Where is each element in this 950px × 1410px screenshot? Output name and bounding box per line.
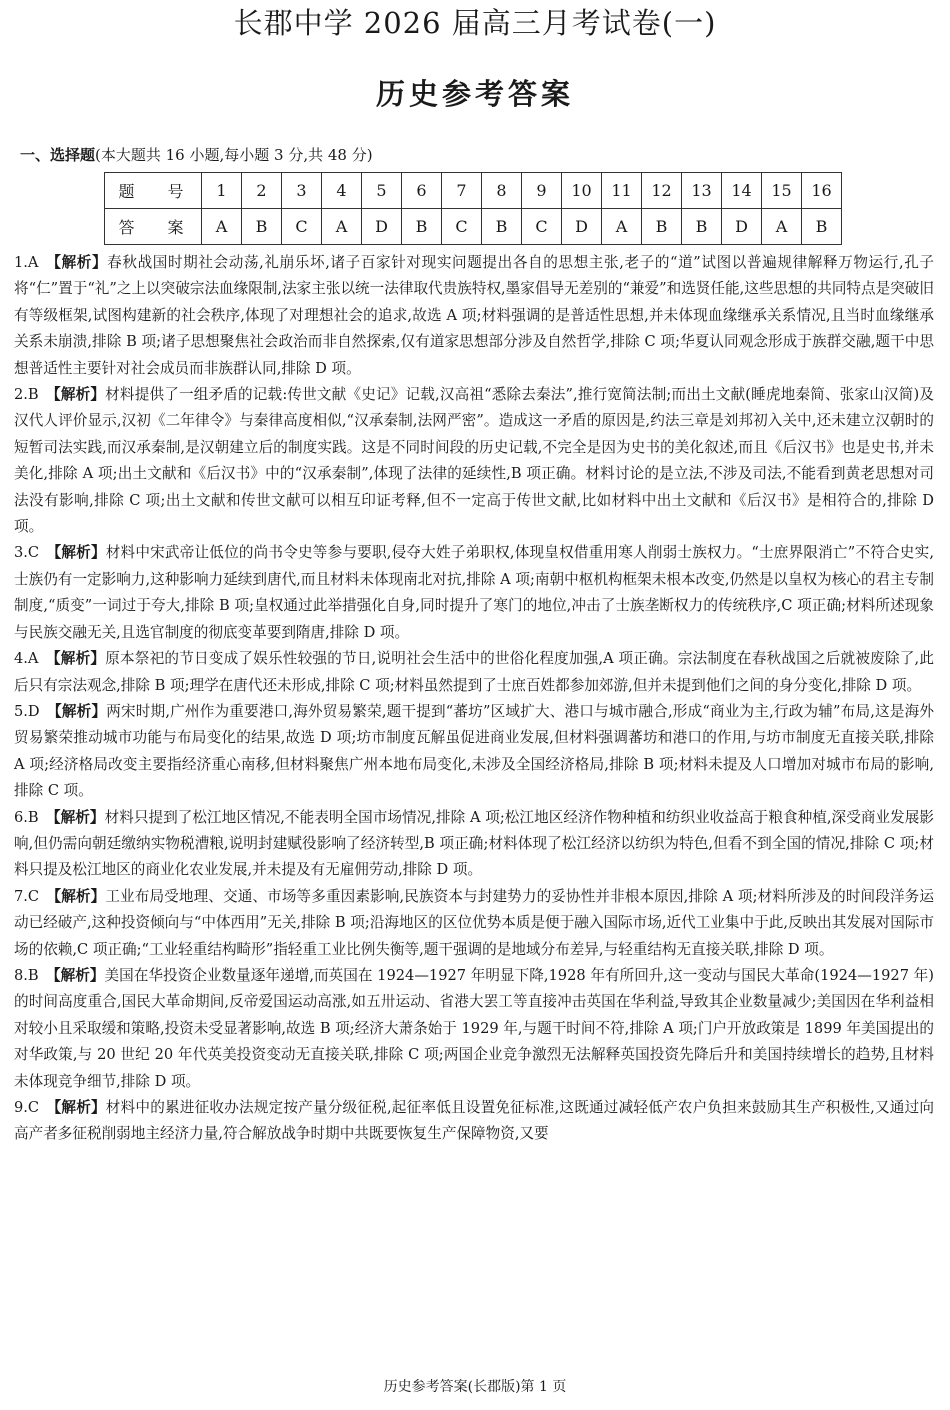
section-label: 一、选择题 xyxy=(20,146,96,164)
page-title: 长郡中学 2026 届高三月考试卷(一) xyxy=(233,6,717,40)
explanation-item xyxy=(14,250,934,382)
question-number-cell: 13 xyxy=(682,173,722,209)
explanation-item xyxy=(14,884,934,963)
answer-cell: D xyxy=(562,209,602,245)
answer-cell: B xyxy=(642,209,682,245)
question-number-cell: 16 xyxy=(802,173,842,209)
explanation-item xyxy=(14,540,934,646)
question-answer-label: 6.B xyxy=(14,808,39,826)
question-answer-label: 9.C xyxy=(14,1099,40,1116)
explanation-text: 工业布局受地理、交通、市场等多重因素影响,民族资本与封建势力的妥协性并非根本原因,排除 A 项;材料所涉及的时间段洋务运动已经破产,这种投资倾向与“中体西用”无关,排除 B 项;沿海地区的区位优势本质是便于融入国际市场,近代工业集中于此,反映出其发展对国际市场的依赖,C 项正确;“工业轻重结构畸形”指轻重工业比例失衡等,题干强调的是地域分布差异,与轻重结构无直接关联,排除 D 项。 xyxy=(14,887,934,958)
section-note: (本大题共 16 小题,每小题 3 分,共 48 分) xyxy=(95,146,373,164)
number-row-header: 题 号 xyxy=(105,173,202,209)
answer-table-number-row xyxy=(105,173,842,209)
explanation-item xyxy=(14,646,934,699)
question-number-cell: 3 xyxy=(282,173,322,209)
analysis-tag: 【解析】 xyxy=(46,1099,106,1116)
section-heading xyxy=(20,144,373,166)
analysis-tag: 【解析】 xyxy=(45,808,105,826)
explanation-item xyxy=(14,805,934,884)
answer-cell: B xyxy=(402,209,442,245)
question-number-cell: 2 xyxy=(242,173,282,209)
analysis-tag: 【解析】 xyxy=(46,544,106,562)
answer-cell: C xyxy=(442,209,482,245)
answer-row-header: 答 案 xyxy=(105,209,202,245)
explanation-text: 原本祭祀的节日变成了娱乐性较强的节日,说明社会生活中的世俗化程度加强,A 项正确。宗法制度在春秋战国之后就被废除了,此后只有宗法观念,排除 B 项;理学在唐代还未形成,排除 C 项;材料虽然提到了士庶百姓都参加郊游,但并未提到他们之间的身分变化,排除 D 项。 xyxy=(14,650,934,694)
answer-cell: B xyxy=(242,209,282,245)
answer-cell: A xyxy=(602,209,642,245)
explanation-item xyxy=(14,382,934,540)
analysis-tag: 【解析】 xyxy=(45,650,106,668)
explanation-text: 春秋战国时期社会动荡,礼崩乐坏,诸子百家针对现实问题提出各自的思想主张,老子的“道”试图以普遍规律解释万物运行,孔子将“仁”置于“礼”之上以突破宗法血缘限制,法家主张以统一法律取代贵族特权,墨家倡导无差别的“兼爱”和选贤任能,这些思想的共同特点是突破旧有等级框架,试图构建新的社会秩序,体现了对理想社会的追求,故选 A 项;材料强调的是普适性思想,并未体现血缘继承关系情况,且当时血缘继承关系未崩溃,排除 B 项;诸子思想聚焦社会政治而非自然探索,仅有道家思想部分涉及自然哲学,排除 C 项;华夏认同观念形成于族群交融,题干中思想普适性主要针对社会成员而非族群认同,排除 D 项。 xyxy=(14,254,934,377)
answer-table xyxy=(104,172,842,245)
answer-cell: C xyxy=(282,209,322,245)
answer-cell: C xyxy=(522,209,562,245)
question-answer-label: 4.A xyxy=(14,650,39,668)
question-answer-label: 3.C xyxy=(14,544,40,562)
answer-table-answer-row xyxy=(105,209,842,245)
question-answer-label: 2.B xyxy=(14,386,39,404)
explanations xyxy=(14,250,934,1148)
question-number-cell: 12 xyxy=(642,173,682,209)
question-number-cell: 4 xyxy=(322,173,362,209)
question-number-cell: 1 xyxy=(202,173,242,209)
explanation-text: 材料提供了一组矛盾的记载:传世文献《史记》记载,汉高祖“悉除去秦法”,推行宽简法制;而出土文献(睡虎地秦简、张家山汉简)及汉代人评价显示,汉初《二年律令》与秦律高度相似,“汉承秦制,法网严密”。造成这一矛盾的原因是,约法三章是刘邦初入关中,还未建立汉朝时的短暂司法实践,而汉承秦制,是汉朝建立后的制度实践。这是不同时间段的历史记载,不完全是因为史书的美化叙述,而且《后汉书》也是史书,并未美化,排除 A 项;出土文献和《后汉书》中的“汉承秦制”,体现了法律的延续性,B 项正确。材料讨论的是立法,不涉及司法,不能看到黄老思想对司法没有影响,排除 C 项;出土文献和传世文献可以相互印证考释,但不一定高于传世文献,比如材料中出土文献和《后汉书》是相符合的,排除 D 项。 xyxy=(14,386,934,536)
question-number-cell: 14 xyxy=(722,173,762,209)
question-number-cell: 11 xyxy=(602,173,642,209)
analysis-tag: 【解析】 xyxy=(46,887,106,905)
analysis-tag: 【解析】 xyxy=(45,386,106,404)
question-answer-label: 5.D xyxy=(14,702,40,720)
answer-cell: B xyxy=(682,209,722,245)
answer-cell: B xyxy=(802,209,842,245)
question-number-cell: 10 xyxy=(562,173,602,209)
explanation-text: 材料中宋武帝让低位的尚书令史等参与要职,侵夺大姓子弟职权,体现皇权借重用寒人削弱士族权力。“士庶界限消亡”不符合史实,士族仍有一定影响力,这种影响力延续到唐代,而且材料未体现南北对抗,排除 A 项;南朝中枢机构框架未根本改变,仍然是以皇权为核心的君主专制制度,“质变”一词过于夸大,排除 B 项;皇权通过此举措强化自身,同时提升了寒门的地位,冲击了士族垄断权力的传统秩序,C 项正确;材料所述现象与民族交融无关,且选官制度的彻底变革要到隋唐,排除 D 项。 xyxy=(14,544,934,641)
question-number-cell: 9 xyxy=(522,173,562,209)
page-subtitle: 历史参考答案 xyxy=(375,77,574,111)
question-number-cell: 5 xyxy=(362,173,402,209)
page-footer: 历史参考答案(长郡版)第 1 页 xyxy=(383,1379,567,1395)
explanation-item xyxy=(14,1095,934,1148)
question-number-cell: 6 xyxy=(402,173,442,209)
answer-cell: A xyxy=(322,209,362,245)
question-number-cell: 8 xyxy=(482,173,522,209)
answer-cell: A xyxy=(762,209,802,245)
explanation-text: 两宋时期,广州作为重要港口,海外贸易繁荣,题干提到“蕃坊”区域扩大、港口与城市融合,形成“商业为主,行政为辅”布局,这是海外贸易繁荣推动城市功能与布局变化的结果,故选 D 项;坊市制度瓦解虽促进商业发展,但材料强调蕃坊和港口的作用,与坊市制度无直接关联,排除 A 项;经济格局改变主要指经济重心南移,但材料聚焦广州本地布局变化,未涉及全国经济格局,排除 B 项;材料未提及人口增加对城市布局的影响,排除 C 项。 xyxy=(14,702,934,800)
explanation-item xyxy=(14,699,934,805)
answer-cell: A xyxy=(202,209,242,245)
answer-cell: D xyxy=(362,209,402,245)
analysis-tag: 【解析】 xyxy=(46,702,107,720)
explanation-item xyxy=(14,963,934,1095)
explanation-text: 材料只提到了松江地区情况,不能表明全国市场情况,排除 A 项;松江地区经济作物种植和纺织业收益高于粮食种植,深受商业发展影响,但仍需向朝廷缴纳实物税漕粮,说明封建赋役影响了经济转型,B 项正确;材料体现了松江经济以纺织为特色,但看不到全国的情况,排除 C 项;材料只提及松江地区的商业化农业发展,并未提及有无雇佣劳动,排除 D 项。 xyxy=(14,808,934,879)
answer-cell: B xyxy=(482,209,522,245)
question-answer-label: 7.C xyxy=(14,887,40,905)
explanation-text: 材料中的累进征收办法规定按产量分级征税,起征率低且设置免征标准,这既通过减轻低产农户负担来鼓励其生产积极性,又通过向高产者多征税削弱地主经济力量,符合解放战争时期中共既要恢复生产保障物资,又要 xyxy=(14,1099,934,1143)
analysis-tag: 【解析】 xyxy=(45,966,105,984)
question-answer-label: 1.A xyxy=(14,254,39,271)
question-number-cell: 15 xyxy=(762,173,802,209)
analysis-tag: 【解析】 xyxy=(45,254,108,271)
question-answer-label: 8.B xyxy=(14,966,39,984)
explanation-text: 美国在华投资企业数量逐年递增,而英国在 1924—1927 年明显下降,1928 年有所回升,这一变动与国民大革命(1924—1927 年)的时间高度重合,国民大革命期间,反帝爱国运动高涨,如五卅运动、省港大罢工等直接冲击英国在华利益,导致其企业数量减少;美国因在华利益相对较小且采取缓和策略,投资未受显著影响,故选 B 项;经济大萧条始于 1929 年,与题干时间不符,排除 A 项;门户开放政策是 1899 年美国提出的对华政策,与 20 世纪 20 年代英美投资变动无直接关联,排除 C 项;两国企业竞争激烈无法解释英国投资先降后升和美国持续增长的趋势,且材料未体现竞争细节,排除 D 项。 xyxy=(14,966,934,1090)
answer-cell: D xyxy=(722,209,762,245)
question-number-cell: 7 xyxy=(442,173,482,209)
